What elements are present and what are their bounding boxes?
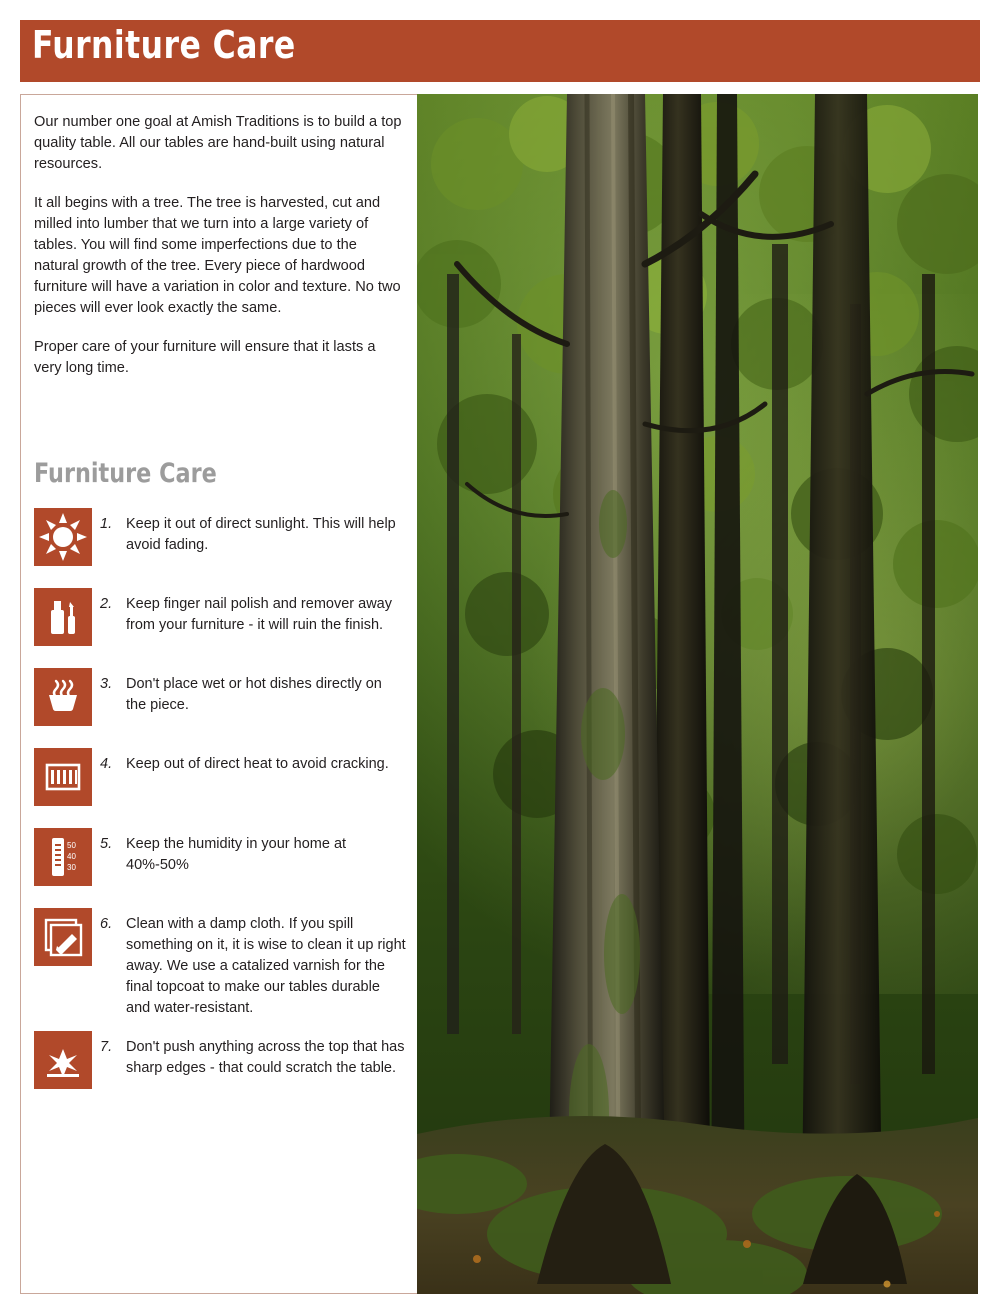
gauge-label-30: 30: [67, 863, 76, 872]
list-item-number: 6.: [100, 916, 113, 932]
list-item-text: Don't push anything across the top that has sharp edges - that could scratch the table.: [126, 1039, 405, 1076]
list-item-text: Keep out of direct heat to avoid cracking.: [126, 756, 389, 772]
list-item-text: Keep the humidity in your home at 40%-50%: [126, 836, 347, 873]
list-item: [34, 588, 406, 656]
hot-dish-icon: [34, 668, 92, 726]
list-item-text: Keep it out of direct sunlight. This will help avoid fading.: [126, 516, 396, 553]
care-instructions-list: [34, 508, 406, 1111]
list-item-number: 5.: [100, 836, 113, 852]
list-item-number: 1.: [100, 516, 113, 532]
section-heading: Furniture Care: [34, 458, 217, 489]
list-item: [34, 1031, 406, 1099]
list-item: [34, 508, 406, 576]
list-item-number: 7.: [100, 1039, 113, 1055]
gauge-label-50: 50: [67, 841, 76, 850]
intro-paragraph-1: Our number one goal at Amish Traditions is to build a top quality table. All our tables are hand-built using natural resources.: [34, 114, 402, 172]
sun-icon: [34, 508, 92, 566]
list-item-number: 2.: [100, 596, 113, 612]
nail-polish-bottle-icon: [34, 588, 92, 646]
intro-paragraph-2: It all begins with a tree. The tree is harvested, cut and milled into lumber that we turn into a large variety of tables. You will find some imperfections due to the natural growth of the tree. Every piece of hardwood furniture will have a variation in color and texture. No two pieces will ever look exactly the same.: [34, 195, 401, 316]
list-item: [34, 668, 406, 736]
humidity-gauge-icon: [34, 828, 92, 886]
scratch-sharp-edge-icon: [34, 1031, 92, 1089]
gauge-label-40: 40: [67, 852, 76, 861]
page-title: Furniture Care: [32, 23, 296, 67]
list-item-text: Clean with a damp cloth. If you spill something on it, it is wise to clean it up right away. We use a catalized varnish for the final topcoat to make our tables durable and water-resistant.: [126, 916, 406, 1016]
heater-radiator-icon: [34, 748, 92, 806]
list-item-text: Keep finger nail polish and remover away from your furniture - it will ruin the finish.: [126, 596, 392, 633]
list-item-number: 4.: [100, 756, 113, 772]
list-item: [34, 908, 406, 1019]
list-item-number: 3.: [100, 676, 113, 692]
list-item-text: Don't place wet or hot dishes directly on the piece.: [126, 676, 382, 713]
intro-text-block: [34, 112, 402, 379]
list-item: [34, 828, 406, 896]
cleaning-cloth-icon: [34, 908, 92, 966]
intro-paragraph-3: Proper care of your furniture will ensure that it lasts a very long time.: [34, 339, 376, 376]
forest-photograph: [417, 94, 978, 1294]
list-item: [34, 748, 406, 816]
